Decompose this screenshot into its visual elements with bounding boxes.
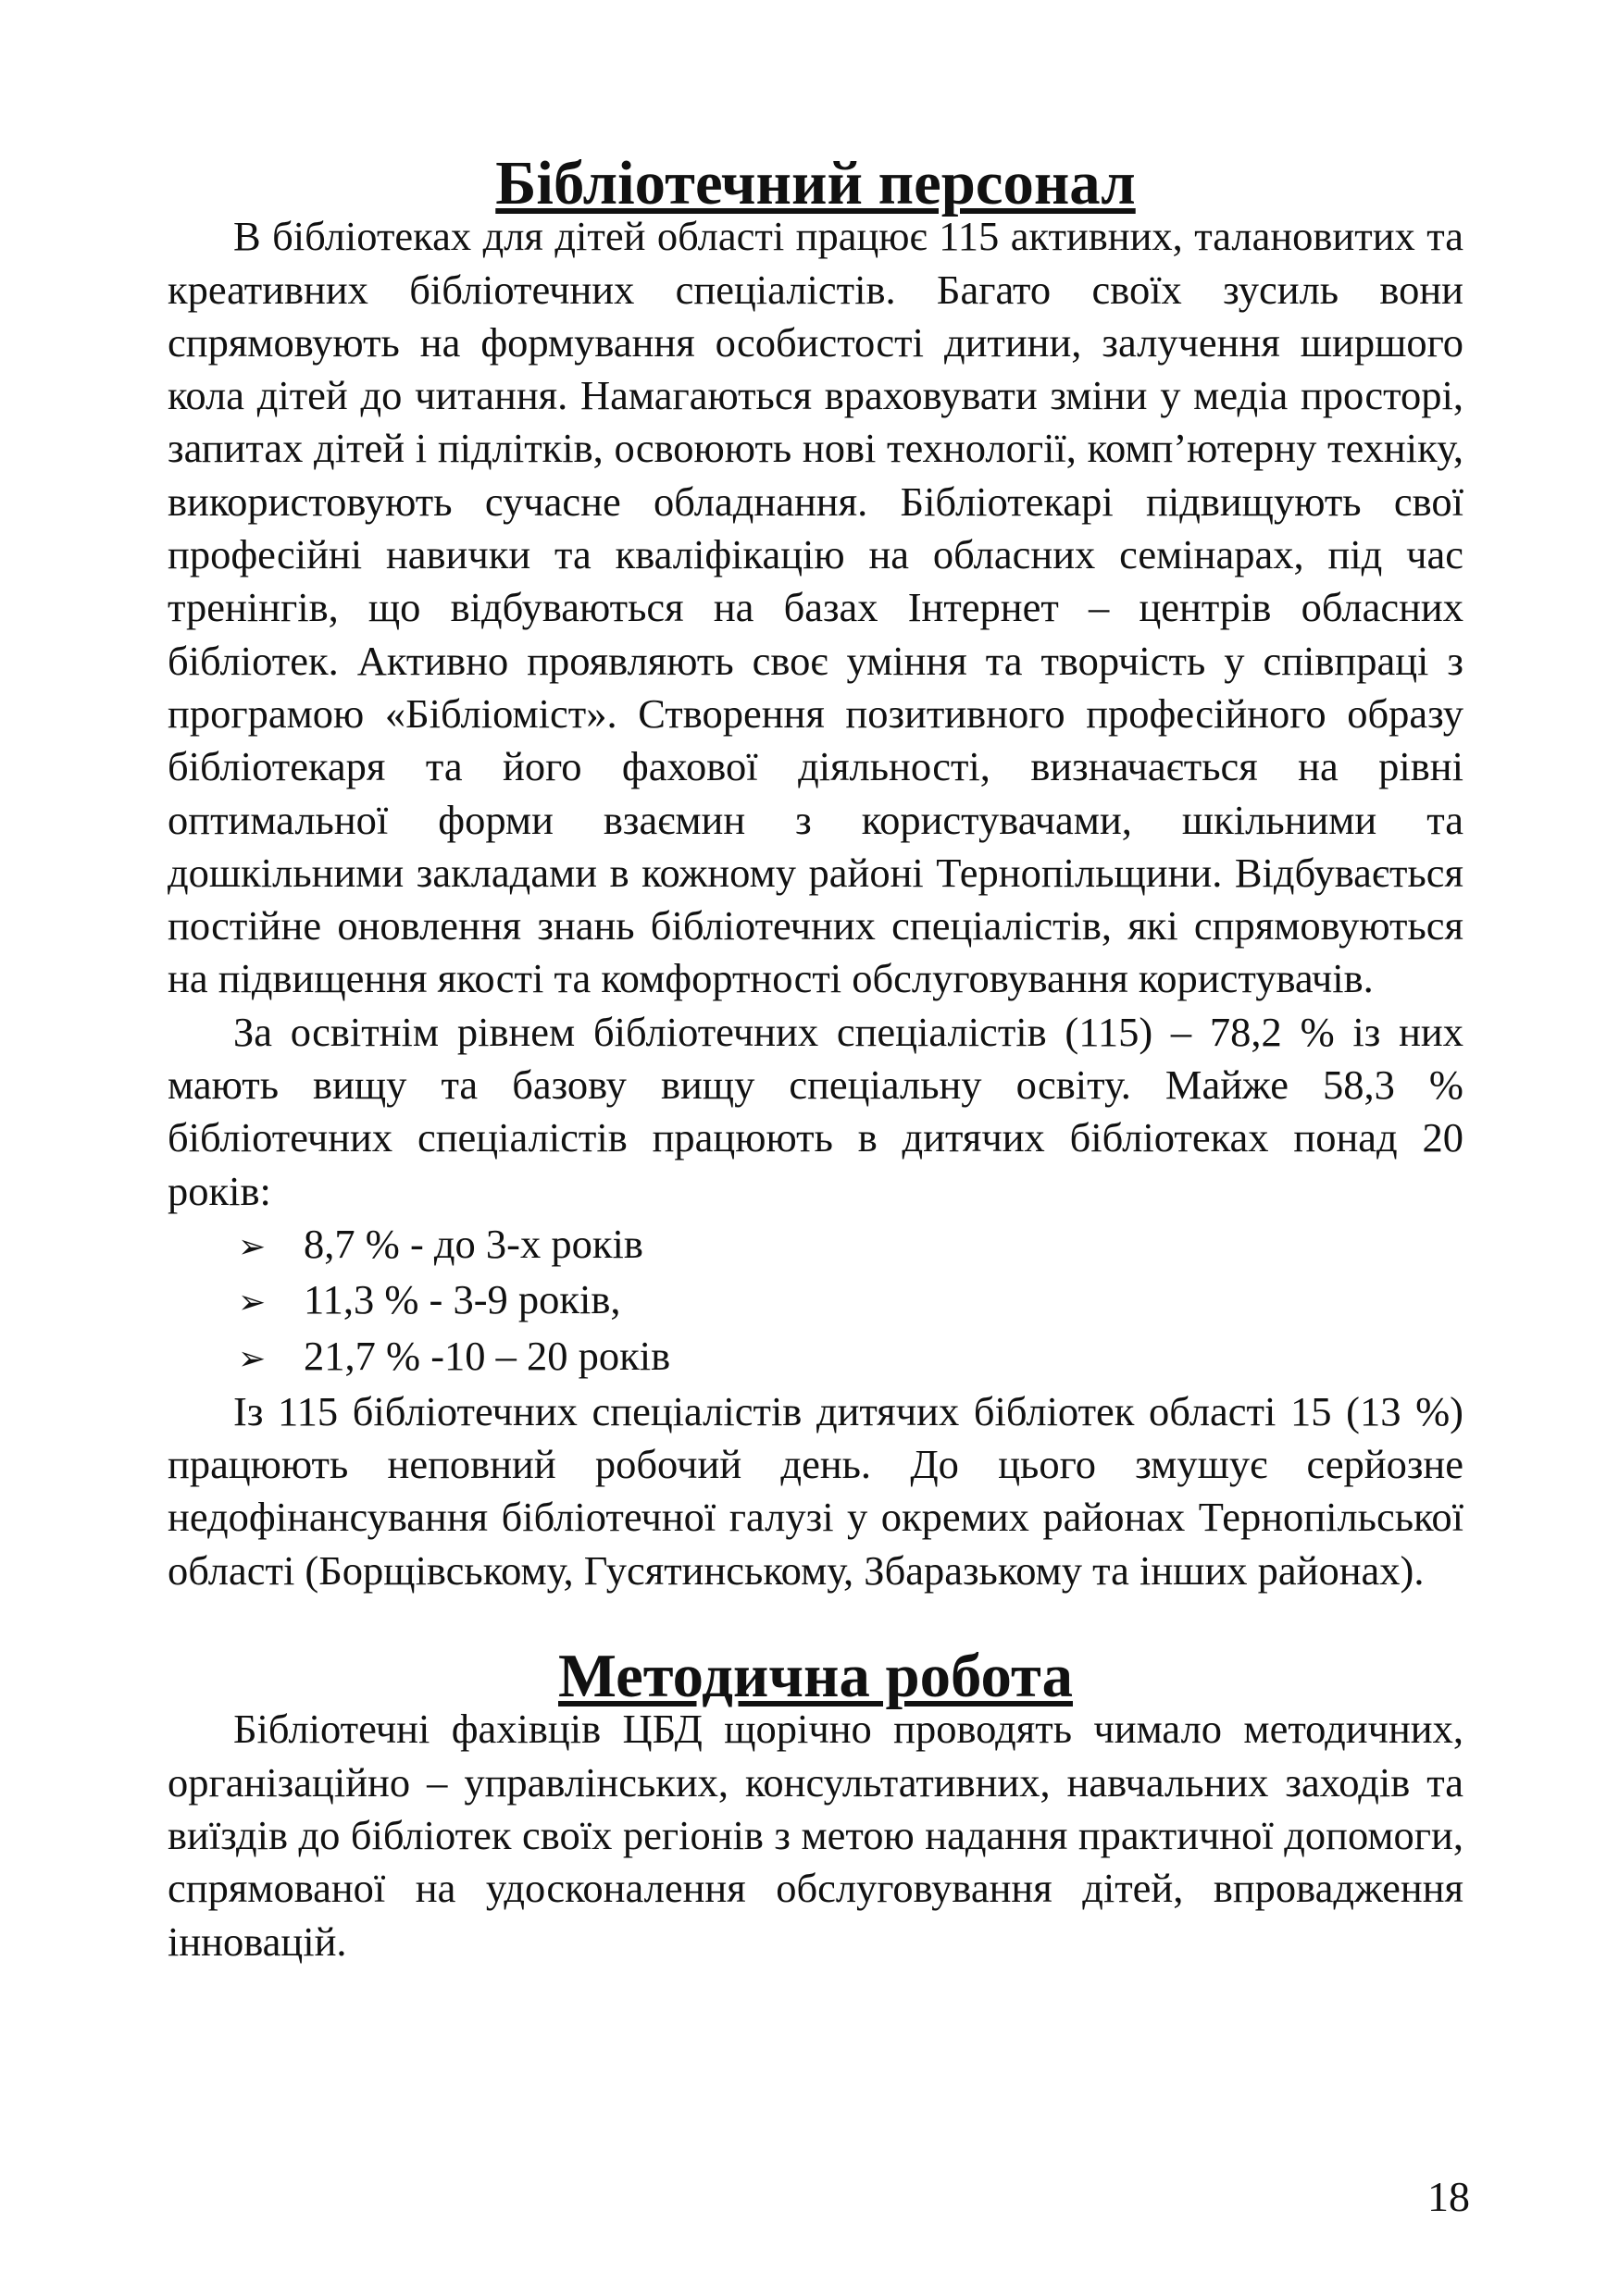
list-item — [168, 1218, 1463, 1273]
list-item — [168, 1330, 1463, 1385]
list-item — [168, 1273, 1463, 1329]
document-page — [168, 150, 1463, 1968]
page-number: 18 — [1427, 2173, 1470, 2220]
section-heading-methodical-work: Методична робота — [558, 1643, 1073, 1711]
section-heading-library-staff: Бібліотечний персонал — [495, 150, 1136, 217]
arrow-bullet-icon: ➢ — [238, 1284, 267, 1322]
paragraph-staff-overview: В бібліотеках для дітей області працює 115 активних, талановитих та креативних бібліотечних спеціалістів. Багато своїх зусиль вони спрямовують на формування особистості дитини, залучення ширшого кола дітей до читання. Намагаються враховувати зміни у медіа просторі, запитах дітей і підлітків, освоюють нові технології, комп’ютерну техніку, використовують сучасне обладнання. Бібліотекарі підвищують свої професійні навички та кваліфікацію на обласних семінарах, під час тренінгів, що відбуваються на базах Інтернет – центрів обласних бібліотек. Активно проявляють своє уміння та творчість у співпраці з програмою «Бібліоміст». Створення позитивного професійного образу бібліотекаря та його фахової діяльності, визначається на рівні оптимальної форми взаємин з користувачами, шкільними та дошкільними закладами в кожному районі Тернопільщини. Відбувається постійне оновлення знань бібліотечних спеціалістів, які спрямовуються на підвищення якості та комфортності обслуговування користувачів. — [168, 213, 1463, 1002]
list-item-text: 21,7 % -10 – 20 років — [304, 1332, 671, 1379]
arrow-bullet-icon: ➢ — [238, 1339, 267, 1378]
arrow-bullet-icon: ➢ — [238, 1227, 267, 1266]
experience-list — [168, 1218, 1463, 1385]
list-item-text: 8,7 % - до 3-х років — [304, 1220, 643, 1267]
paragraph-methodical-work: Бібліотечні фахівців ЦБД щорічно проводять чимало методичних, організаційно – управлінських, консультативних, навчальних заходів та виїздів до бібліотек своїх регіонів з метою надання практичної допомоги, спрямованої на удосконалення обслуговування дітей, впровадження інновацій. — [168, 1706, 1463, 1965]
list-item-text: 11,3 % - 3-9 років, — [304, 1276, 621, 1323]
paragraph-education-level: За освітнім рівнем бібліотечних спеціалістів (115) – 78,2 % із них мають вищу та базову вищу спеціальну освіту. Майже 58,3 % бібліотечних спеціалістів працюють в дитячих бібліотеках понад 20 років: — [168, 1008, 1463, 1214]
paragraph-part-time: Із 115 бібліотечних спеціалістів дитячих бібліотек області 15 (13 %) працюють неповний робочий день. До цього змушує серйозне недофінансування бібліотечної галузі у окремих районах Тернопільської області (Борщівському, Гусятинському, Збаразькому та інших районах). — [168, 1387, 1463, 1594]
